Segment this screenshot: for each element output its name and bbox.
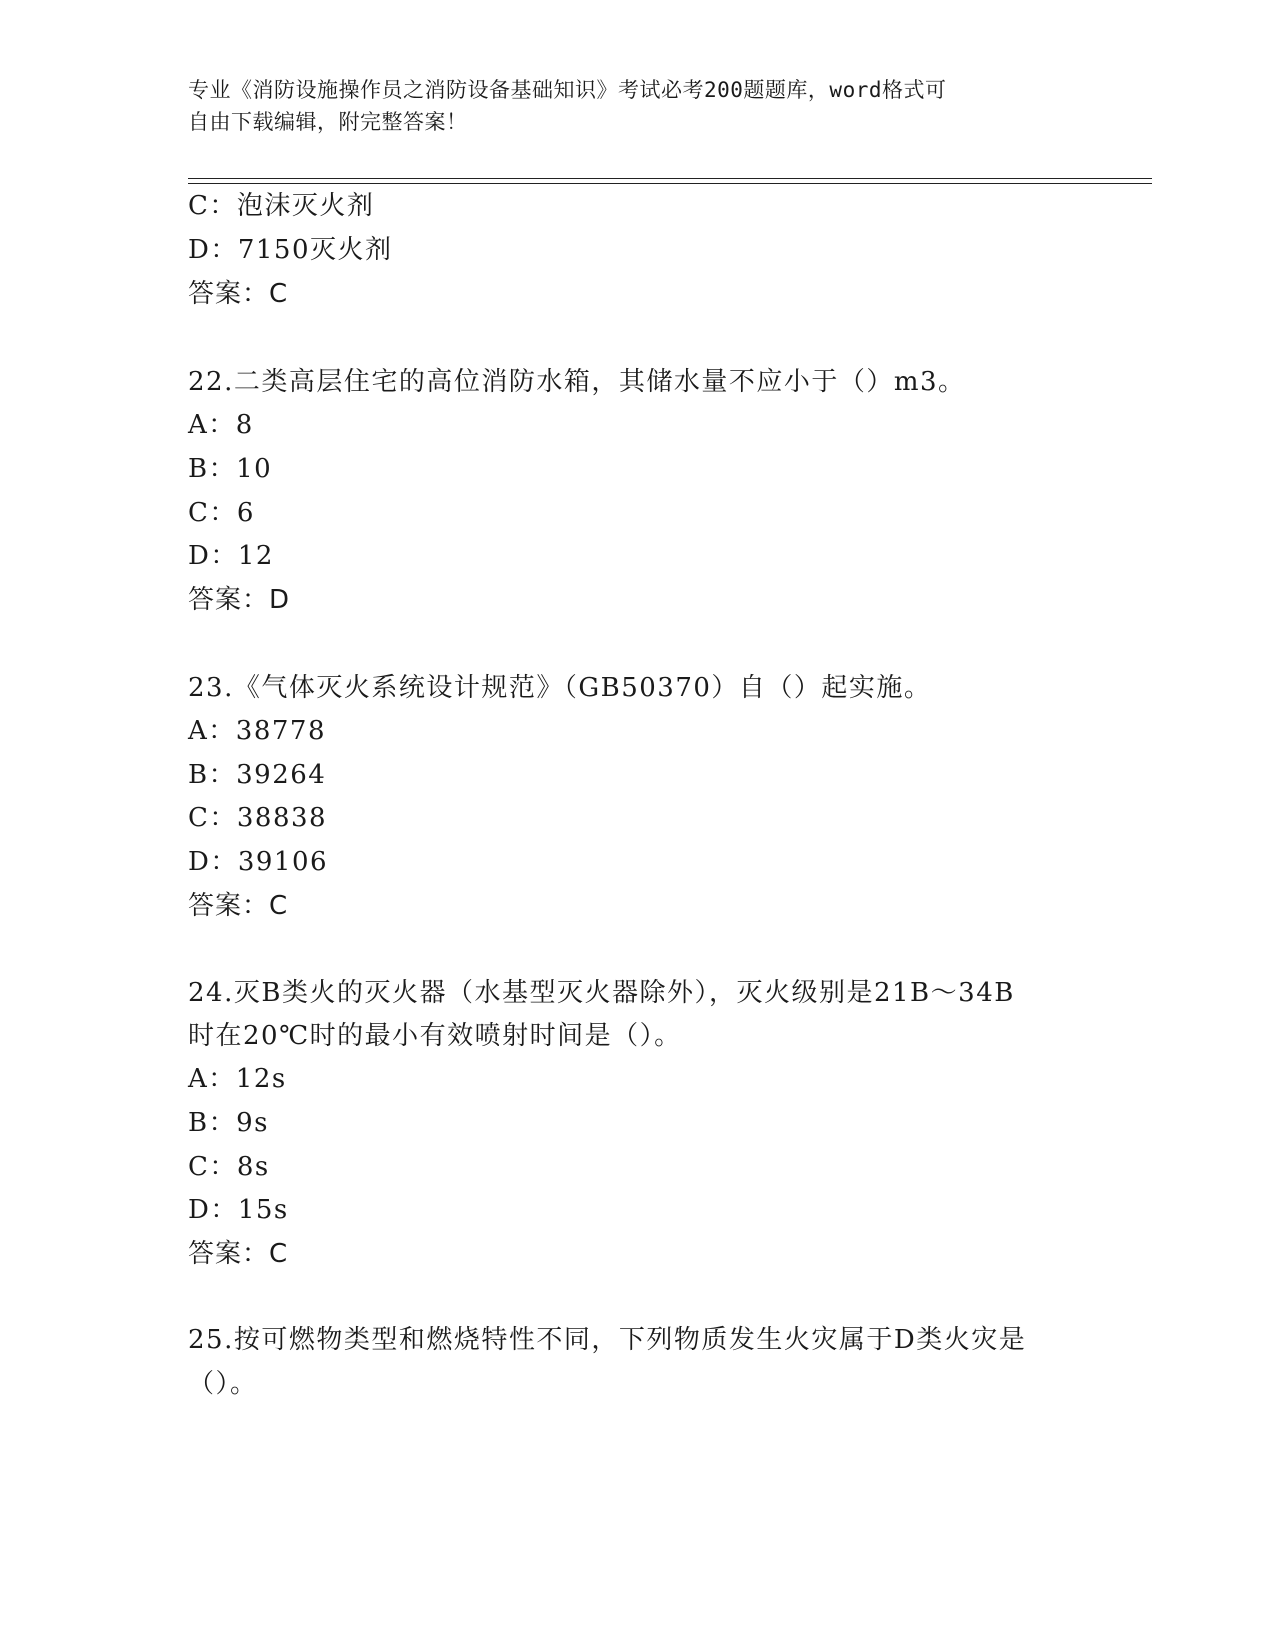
q22-answer: 答案：D (188, 585, 291, 615)
q22-stem: 22.二类高层住宅的高位消防水箱，其储水量不应小于（）m3。 (188, 367, 966, 397)
header-title-line-2: 自由下载编辑，附完整答案！ (188, 110, 468, 134)
q24-stem-line-1: 24.灭B类火的灭火器（水基型灭火器除外），灭火级别是21B～34B (188, 978, 1015, 1008)
q22-option-b: B：10 (188, 454, 273, 484)
q23-option-d: D：39106 (188, 847, 329, 877)
header-divider-top (188, 178, 1152, 179)
q22-option-d: D：12 (188, 541, 274, 571)
q25-stem-line-2: （）。 (188, 1369, 258, 1399)
header-divider-bottom (188, 183, 1152, 184)
q24-option-c: C：8s (188, 1152, 270, 1182)
q22-option-c: C：6 (188, 498, 255, 528)
q24-option-d: D：15s (188, 1195, 289, 1225)
q21-answer: 答案：C (188, 279, 289, 309)
q24-option-b: B：9s (188, 1108, 269, 1138)
page-header (188, 74, 1088, 138)
q23-stem: 23.《气体灭火系统设计规范》（GB50370）自（）起实施。 (188, 673, 932, 703)
q24-option-a: A：12s (188, 1064, 287, 1094)
q23-answer: 答案：C (188, 891, 289, 921)
q23-option-a: A：38778 (188, 716, 326, 746)
q24-stem-line-2: 时在20℃时的最小有效喷射时间是（）。 (188, 1021, 682, 1051)
q21-option-c: C：泡沫灭火剂 (188, 191, 375, 221)
q21-option-d: D：7150灭火剂 (188, 235, 393, 265)
q24-answer: 答案：C (188, 1239, 289, 1269)
q22-option-a: A：8 (188, 410, 254, 440)
q23-option-c: C：38838 (188, 803, 328, 833)
q23-option-b: B：39264 (188, 760, 327, 790)
header-title-line-1: 专业《消防设施操作员之消防设备基础知识》考试必考200题题库，word格式可 (188, 78, 947, 102)
q25-stem-line-1: 25.按可燃物类型和燃烧特性不同，下列物质发生火灾属于D类火灾是 (188, 1325, 1027, 1355)
